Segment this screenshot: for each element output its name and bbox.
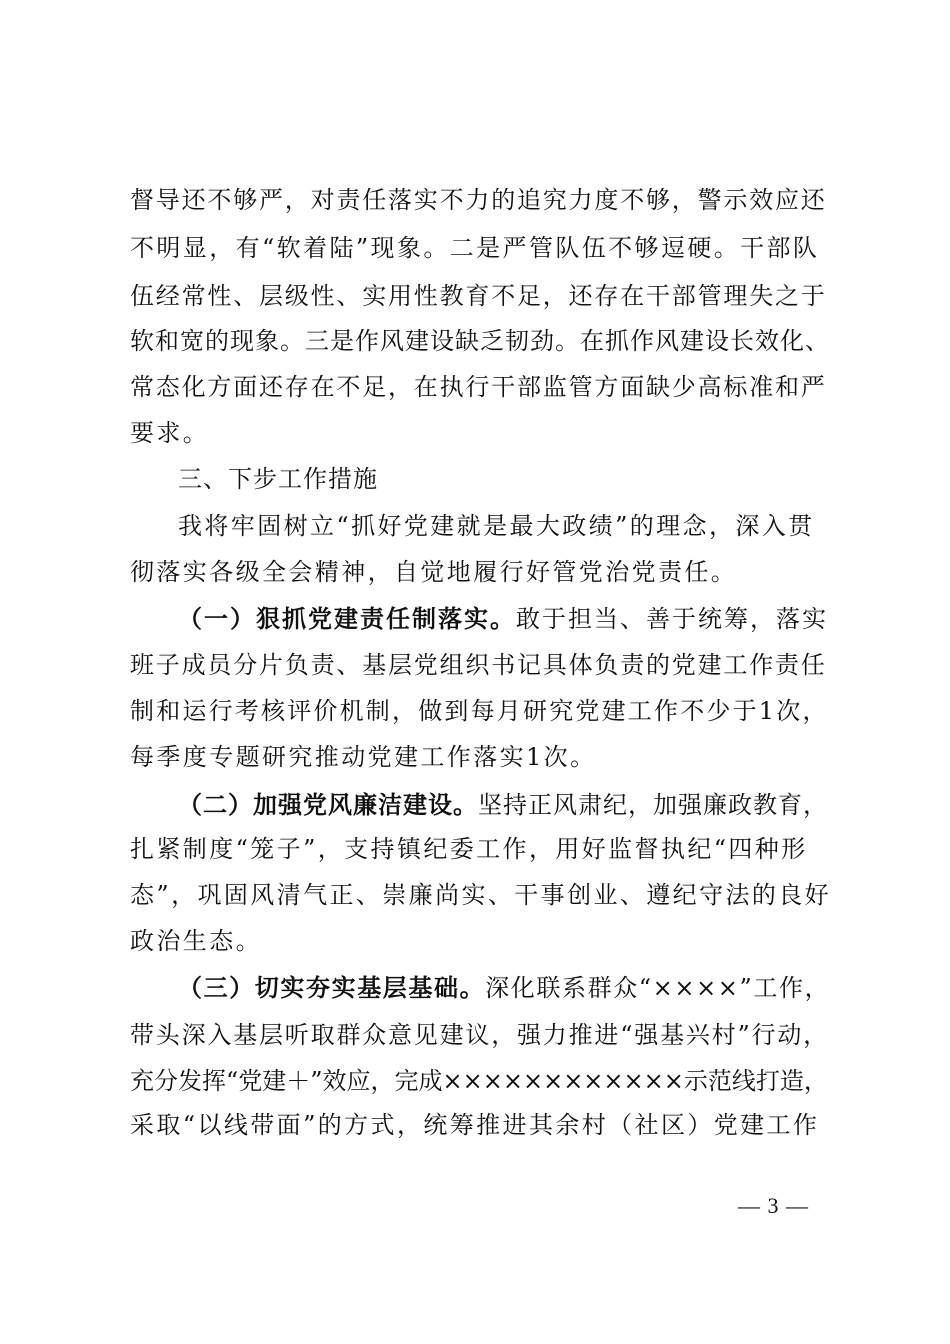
paragraph-line: 常态化方面还存在不足，在执行干部监管方面缺少高标准和严	[130, 373, 827, 401]
paragraph-line: 不明显，有“软着陆”现象。二是严管队伍不够逗硬。干部队	[130, 234, 820, 262]
item-text: 坚持正风肃纪，加强廉政教育，	[478, 791, 828, 819]
item-title: （三）切实夯实基层基础。	[178, 973, 486, 1002]
paragraph-line: 制和运行考核评价机制，做到每月研究党建工作不少于1次，	[130, 697, 829, 725]
paragraph-line: 彻落实各级全会精神，自觉地履行好管党治党责任。	[130, 558, 738, 586]
paragraph-line: 带头深入基层听取群众意见建议，强力推进“强基兴村”行动，	[130, 1021, 829, 1049]
paragraph-line: 充分发挥“党建＋”效应，完成××××××××××××示范线打造，	[130, 1067, 828, 1095]
paragraph-line: 态”，巩固风清气正、崇廉尚实、干事创业、遵纪守法的良好	[130, 881, 832, 909]
paragraph-line: 每季度专题研究推动党建工作落实1次。	[130, 743, 597, 771]
paragraph-line: 我将牢固树立“抓好党建就是最大政绩”的理念，深入贯	[178, 512, 815, 540]
item-title: （一）狠抓党建责任制落实。	[178, 604, 516, 633]
page-number: — 3 —	[738, 1193, 809, 1218]
paragraph-line: 要求。	[130, 419, 210, 447]
paragraph-line: 督导还不够严，对责任落实不力的追究力度不够，警示效应还	[130, 186, 827, 214]
item-text: 深化联系群众“××××”工作，	[485, 974, 831, 1002]
item-first-line	[178, 973, 830, 1003]
paragraph-line: 班子成员分片负责、基层党组织书记具体负责的党建工作责任	[130, 651, 827, 679]
paragraph-line: 扎紧制度“笼子”，支持镇纪委工作，用好监督执纪“四种形	[130, 835, 808, 863]
item-first-line	[178, 604, 830, 634]
item-text: 敢于担当、善于统筹，落实	[516, 605, 828, 633]
paragraph-line: 伍经常性、层级性、实用性教育不足，还存在干部管理失之于	[130, 282, 827, 310]
paragraph-line: 软和宽的现象。三是作风建设缺乏韧劲。在抓作风建设长效化、	[130, 327, 830, 355]
paragraph-line: 政治生态。	[130, 927, 262, 955]
item-title: （二）加强党风廉洁建设。	[178, 790, 478, 819]
item-first-line	[178, 790, 830, 820]
paragraph-line: 采取“以线带面”的方式，统筹推进其余村（社区）党建工作	[130, 1111, 820, 1139]
section-heading: 三、下步工作措施	[178, 465, 378, 493]
